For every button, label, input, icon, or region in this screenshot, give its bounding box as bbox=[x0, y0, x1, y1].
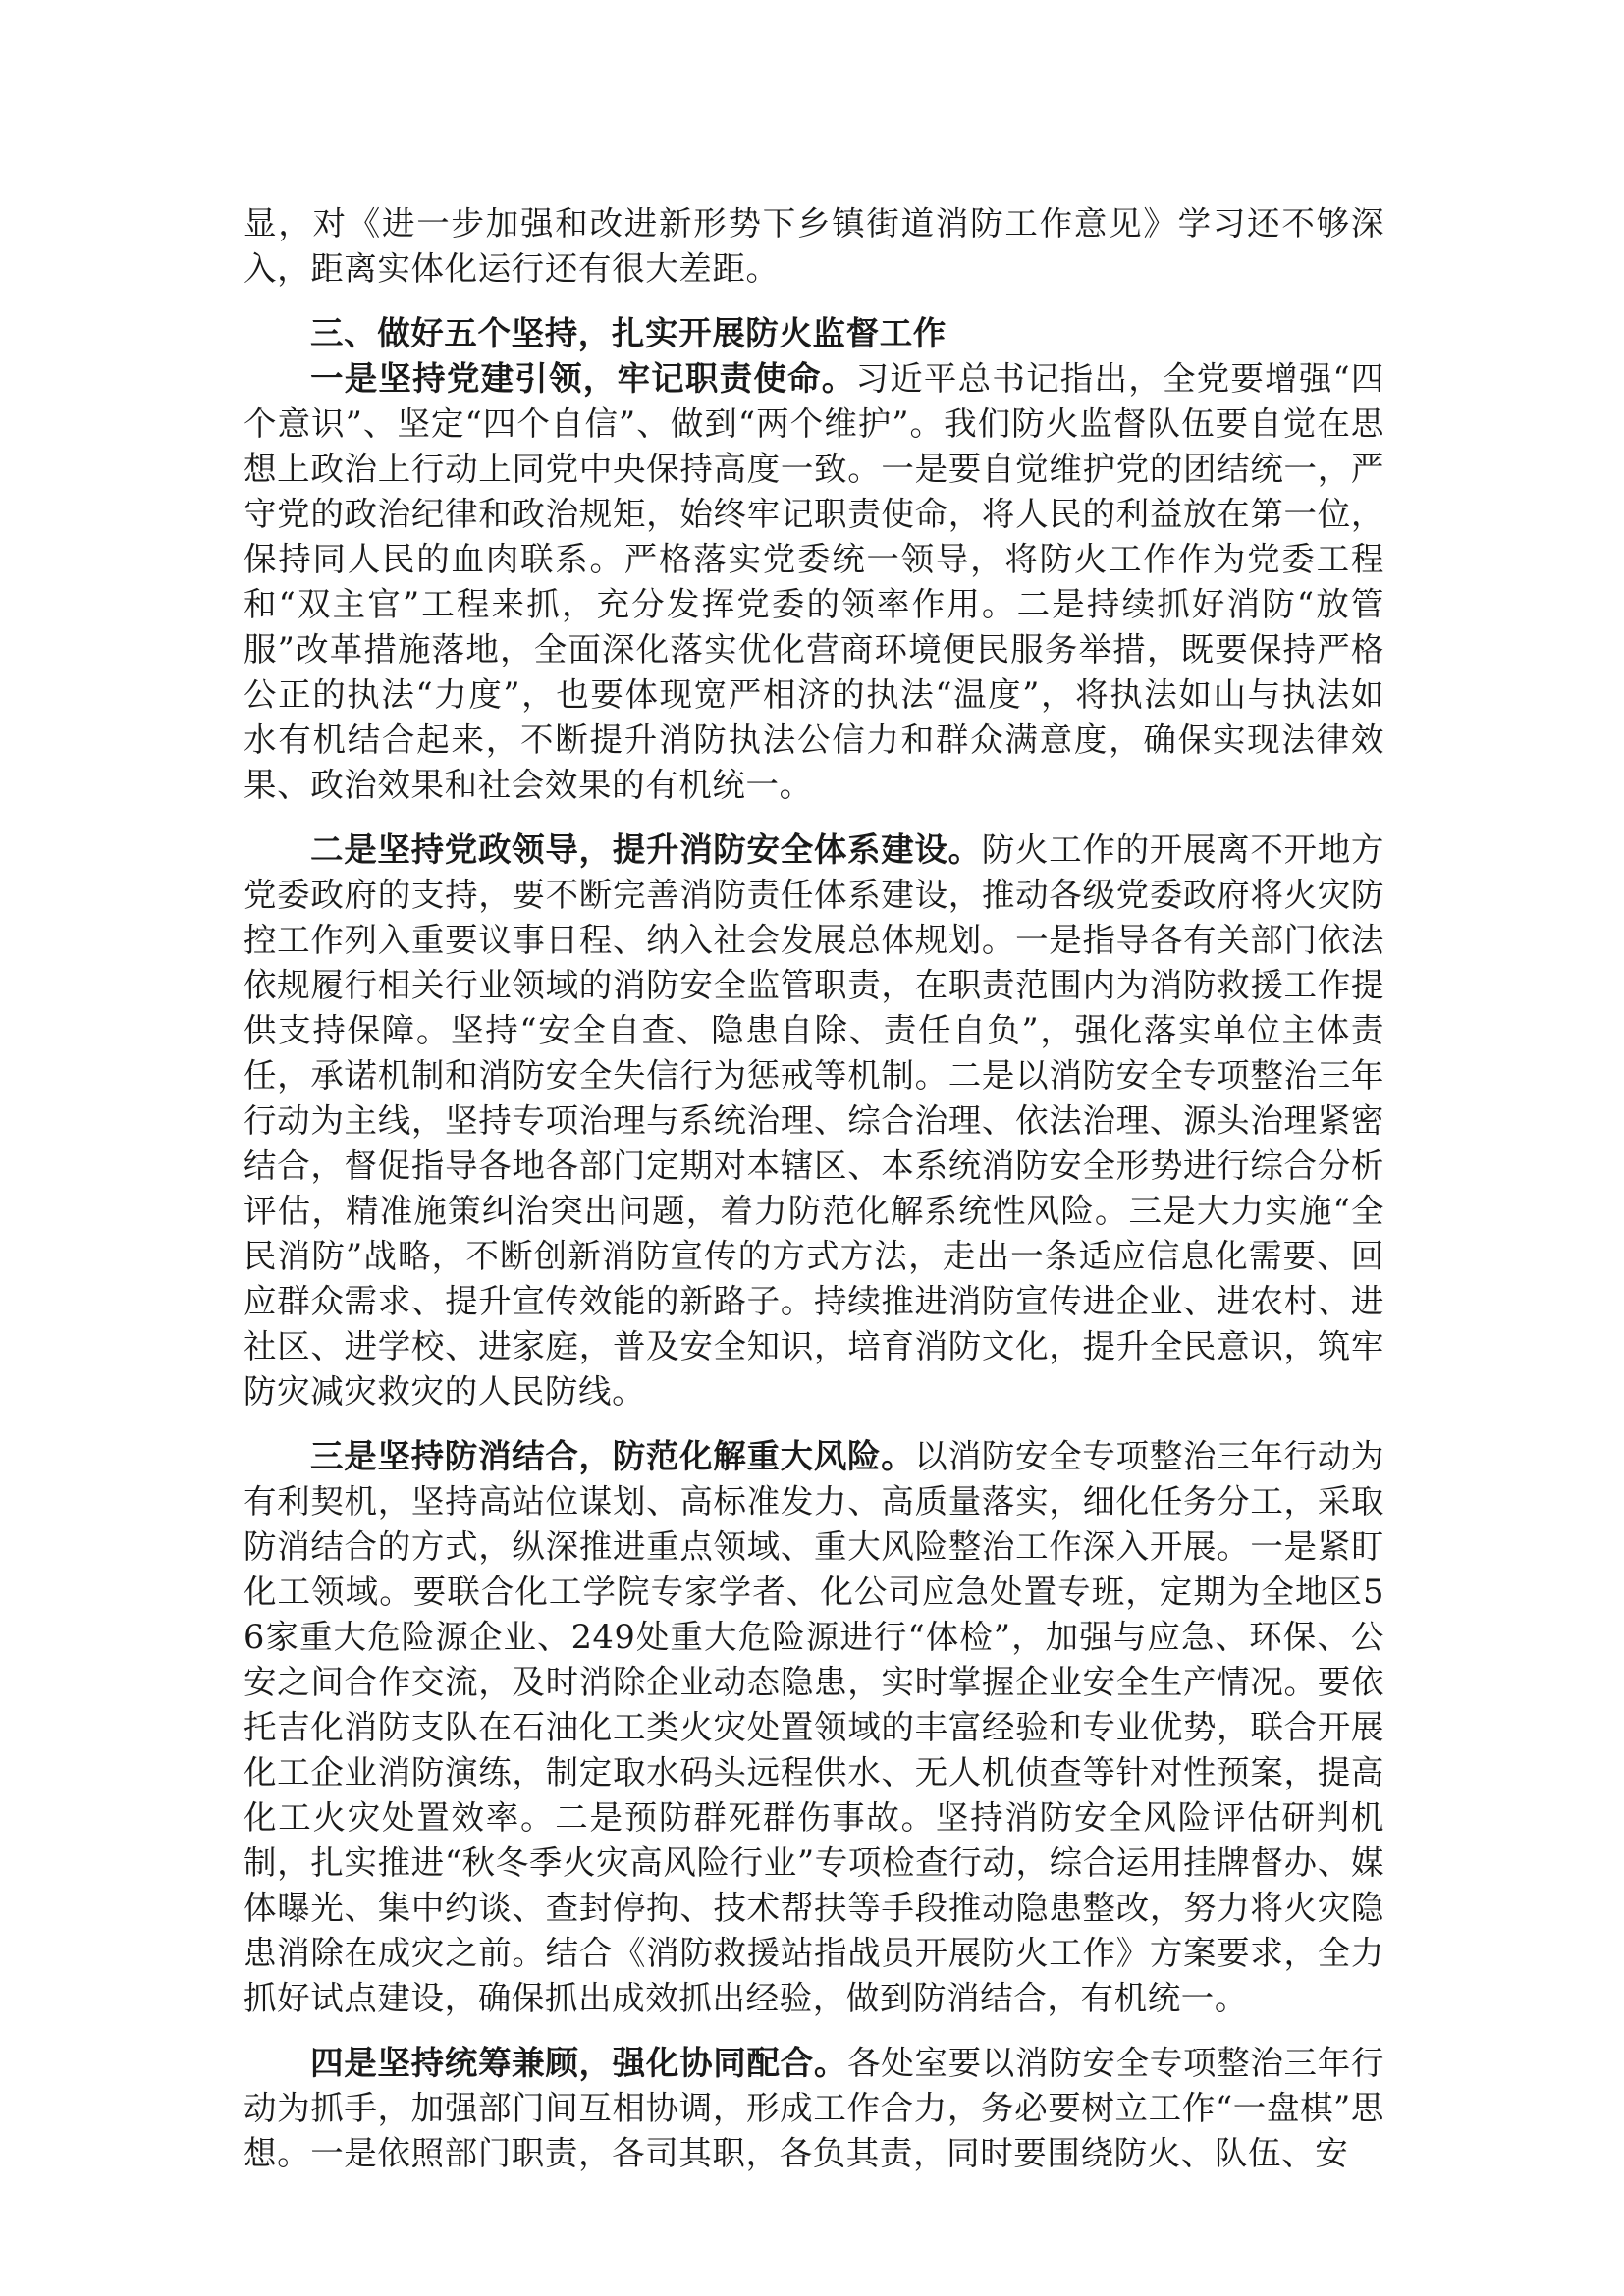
continuation-paragraph: 显，对《进一步加强和改进新形势下乡镇街道消防工作意见》学习还不够深入，距离实体化运行还有很大差距。 bbox=[244, 204, 1384, 288]
paragraph-risk-prevention bbox=[244, 1434, 1384, 2021]
paragraph-lead: 三是坚持防消结合，防范化解重大风险。 bbox=[310, 1437, 915, 1475]
paragraph-party-leadership bbox=[244, 356, 1384, 808]
paragraph-lead: 四是坚持统筹兼顾，强化协同配合。 bbox=[310, 2044, 848, 2082]
paragraph-coordination bbox=[244, 2041, 1384, 2176]
paragraph-body: 以消防安全专项整治三年行动为有利契机，坚持高站位谋划、高标准发力、高质量落实，细化任务分工，采取防消结合的方式，纵深推进重点领域、重大风险整治工作深入开展。一是紧盯化工领域。要联合化工学院专家学者、化公司应急处置专班，定期为全地区56家重大危险源企业、249处重大危险源进行“体检”，加强与应急、环保、公安之间合作交流，及时消除企业动态隐患，实时掌握企业安全生产情况。要依托吉化消防支队在石油化工类火灾处置领域的丰富经验和专业优势，联合开展化工企业消防演练，制定取水码头远程供水、无人机侦查等针对性预案，提高化工火灾处置效率。二是预防群死群伤事故。坚持消防安全风险评估研判机制，扎实推进“秋冬季火灾高风险行业”专项检查行动，综合运用挂牌督办、媒体曝光、集中约谈、查封停拘、技术帮扶等手段推动隐患整改，努力将火灾隐患消除在成灾之前。结合《消防救援站指战员开展防火工作》方案要求，全力抓好试点建设，确保抓出成效抓出经验，做到防消结合，有机统一。 bbox=[244, 1437, 1384, 2017]
paragraph-body: 习近平总书记指出，全党要增强“四个意识”、坚定“四个自信”、做到“两个维护”。我们防火监督队伍要自觉在思想上政治上行动上同党中央保持高度一致。一是要自觉维护党的团结统一，严守党的政治纪律和政治规矩，始终牢记职责使命，将人民的利益放在第一位，保持同人民的血肉联系。严格落实党委统一领导，将防火工作作为党委工程和“双主官”工程来抓，充分发挥党委的领率作用。二是持续抓好消防“放管服”改革措施落地，全面深化落实优化营商环境便民服务举措，既要保持严格公正的执法“力度”，也要体现宽严相济的执法“温度”，将执法如山与执法如水有机结合起来，不断提升消防执法公信力和群众满意度，确保实现法律效果、政治效果和社会效果的有机统一。 bbox=[244, 359, 1384, 804]
paragraph-lead: 一是坚持党建引领，牢记职责使命。 bbox=[310, 359, 856, 398]
section-heading: 三、做好五个坚持，扎实开展防火监督工作 bbox=[310, 314, 947, 352]
paragraph-body: 各处室要以消防安全专项整治三年行动为抓手，加强部门间互相协调，形成工作合力，务必要树立工作“一盘棋”思想。一是依照部门职责，各司其职，各负其责，同时要围绕防火、队伍、安 bbox=[244, 2044, 1384, 2172]
document-body bbox=[244, 201, 1384, 2176]
paragraph-lead: 二是坚持党政领导，提升消防安全体系建设。 bbox=[310, 830, 982, 869]
paragraph-government-leadership bbox=[244, 828, 1384, 1415]
paragraph-body: 防火工作的开展离不开地方党委政府的支持，要不断完善消防责任体系建设，推动各级党委政府将火灾防控工作列入重要议事日程、纳入社会发展总体规划。一是指导各有关部门依法依规履行相关行业领域的消防安全监管职责，在职责范围内为消防救援工作提供支持保障。坚持“安全自查、隐患自除、责任自负”，强化落实单位主体责任，承诺机制和消防安全失信行为惩戒等机制。二是以消防安全专项整治三年行动为主线，坚持专项治理与系统治理、综合治理、依法治理、源头治理紧密结合，督促指导各地各部门定期对本辖区、本系统消防安全形势进行综合分析评估，精准施策纠治突出问题，着力防范化解系统性风险。三是大力实施“全民消防”战略，不断创新消防宣传的方式方法，走出一条适应信息化需要、回应群众需求、提升宣传效能的新路子。持续推进消防宣传进企业、进农村、进社区、进学校、进家庭，普及安全知识，培育消防文化，提升全民意识，筑牢防灾减灾救灾的人民防线。 bbox=[244, 830, 1385, 1411]
